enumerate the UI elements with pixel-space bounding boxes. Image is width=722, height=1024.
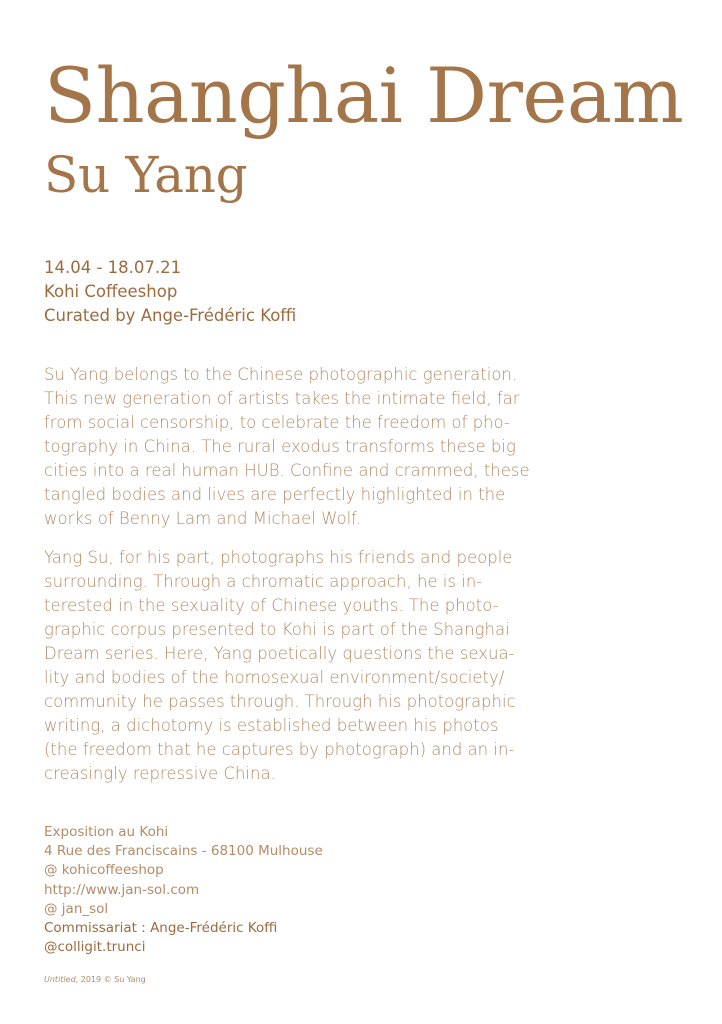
paragraph-line: terested in the sexuality of Chinese youths. The photo- [44, 596, 499, 615]
venue-address: 4 Rue des Franciscains - 68100 Mulhouse [44, 843, 323, 860]
body-paragraph-2 [44, 546, 516, 786]
paragraph-line: Dream series. Here, Yang poetically questions the sexua- [44, 644, 515, 663]
caption-work-title: Untitled [44, 975, 76, 984]
paragraph-line: This new generation of artists takes the intimate field, far [44, 389, 520, 408]
image-caption [44, 975, 146, 984]
exhibition-meta [44, 256, 296, 328]
venue-name: Kohi Coffeeshop [44, 282, 178, 301]
exposition-label: Exposition au Kohi [44, 824, 169, 840]
curator-instagram-handle: @colligit.trunci [44, 939, 146, 956]
body-paragraph-1 [44, 363, 530, 531]
caption-credit: , 2019 © Su Yang [75, 975, 146, 984]
paragraph-line: community he passes through. Through his photographic [44, 692, 516, 711]
paragraph-line: tangled bodies and lives are perfectly highlighted in the [44, 485, 506, 504]
paragraph-line: surrounding. Through a chromatic approach, he is in- [44, 572, 483, 591]
paragraph-line: graphic corpus presented to Kohi is part of the Shanghai [44, 620, 510, 639]
paragraph-line: from social censorship, to celebrate the freedom of pho- [44, 413, 510, 432]
exhibition-title: Shanghai Dream [44, 51, 684, 140]
paragraph-line: lity and bodies of the homosexual environment/society/ [44, 668, 505, 687]
commissariat-credit: Commissariat : Ange-Frédéric Koffi [44, 920, 278, 937]
venue-instagram-handle: @ kohicoffeeshop [44, 862, 164, 879]
venue-info-block [44, 823, 323, 957]
paragraph-line: Su Yang belongs to the Chinese photographic generation. [44, 365, 518, 384]
website-url: http://www.jan-sol.com [44, 881, 200, 898]
gallery-instagram-handle: @ jan_sol [44, 900, 109, 917]
paragraph-line: cities into a real human HUB. Confine and crammed, these [44, 461, 530, 480]
curator-credit: Curated by Ange-Frédéric Koffi [44, 306, 297, 325]
paragraph-line: Yang Su, for his part, photographs his friends and people [44, 548, 513, 567]
paragraph-line: tography in China. The rural exodus transforms these big [44, 437, 516, 456]
exhibition-dates: 14.04 - 18.07.21 [44, 258, 182, 277]
paragraph-line: works of Benny Lam and Michael Wolf. [44, 509, 362, 528]
paragraph-line: creasingly repressive China. [44, 764, 276, 783]
paragraph-line: writing, a dichotomy is established between his photos [44, 716, 499, 735]
artist-name: Su Yang [44, 146, 248, 204]
paragraph-line: (the freedom that he captures by photograph) and an in- [44, 740, 515, 759]
